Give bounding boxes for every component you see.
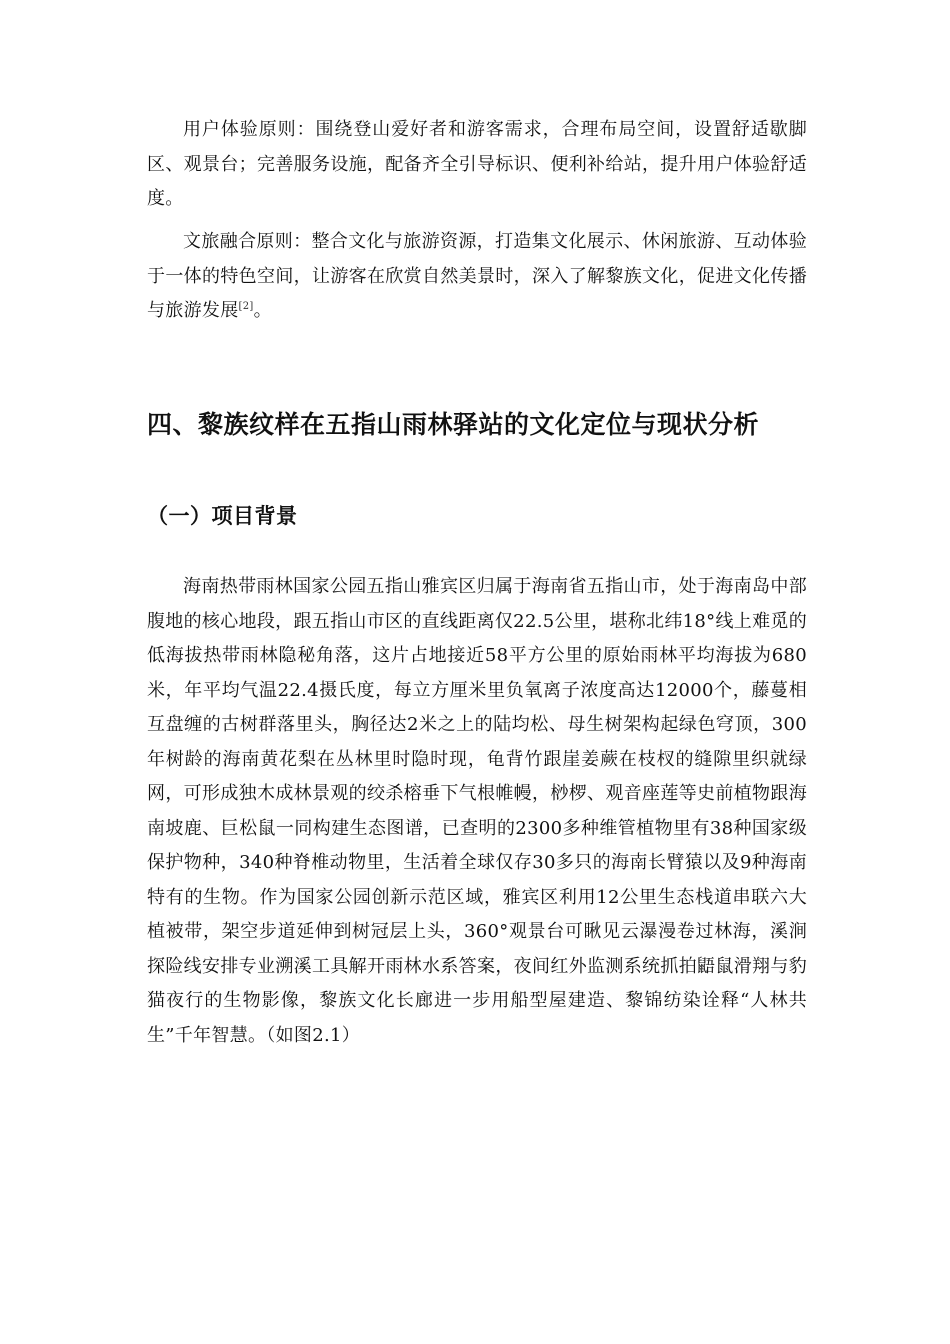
paragraph-text: 文旅融合原则：整合文化与旅游资源，打造集文化展示、休闲旅游、互动体验于一体的特色空间，让游客在欣赏自然美景时，深入了解黎族文化，促进文化传播与旅游发展 <box>147 231 807 321</box>
paragraph-project-background <box>147 570 807 1053</box>
paragraph-text: 海南热带雨林国家公园五指山雅宾区归属于海南省五指山市，处于海南岛中部腹地的核心地段，跟五指山市区的直线距离仅22.5公里，堪称北纬18°线上难觅的低海拔热带雨林隐秘角落，这片占地接近58平方公里的原始雨林平均海拔为680米，年平均气温22.4摄氏度，每立方厘米里负氧离子浓度高达12000个，藤蔓相互盘缠的古树群落里头，胸径达2米之上的陆均松、母生树架构起绿色穹顶，300年树龄的海南黄花梨在丛林里时隐时现，龟背竹跟崖姜蕨在枝杈的缝隙里织就绿网，可形成独木成林景观的绞杀榕垂下气根帷幔，桫椤、观音座莲等史前植物跟海南坡鹿、巨松鼠一同构建生态图谱，已查明的2300多种维管植物里有38种国家级保护物种，340种脊椎动物里，生活着全球仅存30多只的海南长臂猿以及9种海南特有的生物。作为国家公园创新示范区域，雅宾区利用12公里生态栈道串联六大植被带，架空步道延伸到树冠层上头，360°观景台可瞅见云瀑漫卷过林海，溪涧探险线安排专业溯溪工具解开雨林水系答案，夜间红外监测系统抓拍鼯鼠滑翔与豹猫夜行的生物影像，黎族文化长廊进一步用船型屋建造、黎锦纺染诠释“人林共生”千年智慧。（如图2.1） <box>147 576 807 1046</box>
paragraph-text: 用户体验原则：围绕登山爱好者和游客需求，合理布局空间，设置舒适歇脚区、观景台；完善服务设施，配备齐全引导标识、便利补给站，提升用户体验舒适度。 <box>147 119 807 209</box>
paragraph-end-punct: 。 <box>253 300 272 321</box>
paragraph-culture-tourism-principle <box>147 225 807 329</box>
section-heading: 四、黎族纹样在五指山雨林驿站的文化定位与现状分析 <box>147 410 760 439</box>
citation-reference: [2] <box>238 301 254 312</box>
subsection-heading: （一）项目背景 <box>147 504 298 528</box>
paragraph-user-experience-principle <box>147 113 807 217</box>
